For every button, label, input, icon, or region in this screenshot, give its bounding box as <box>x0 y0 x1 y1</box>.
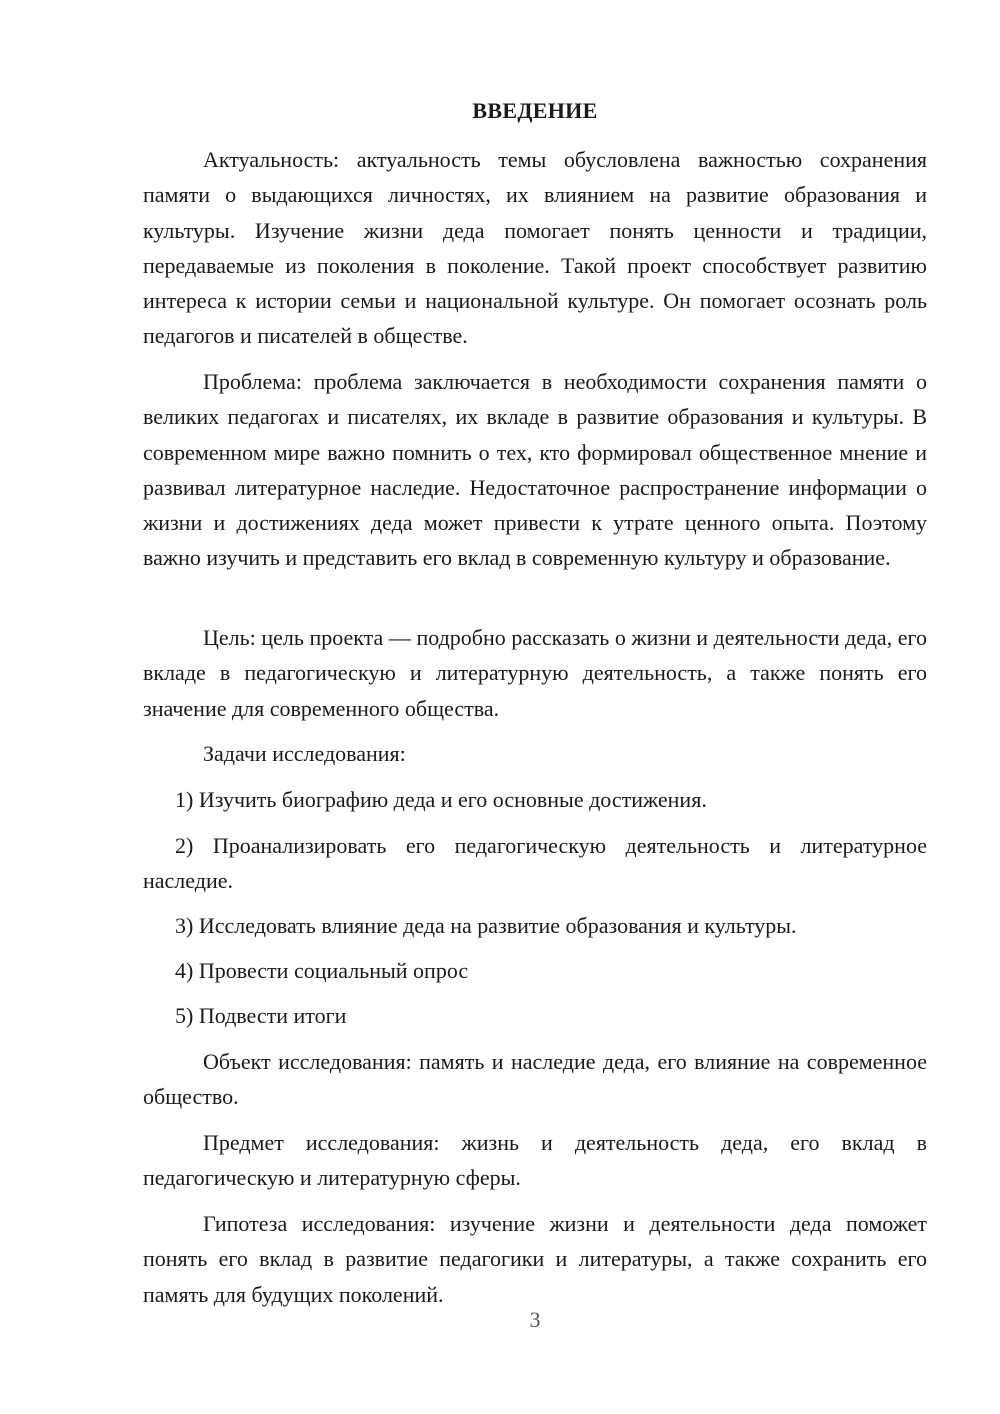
paragraph-goal: Цель: цель проекта — подробно рассказать о жизни и деятельности деда, его вкладе в педагогическую и литературную деятельность, а также понять его значение для современного общества. <box>143 625 927 721</box>
task-item: 4) Провести социальный опрос <box>175 958 469 983</box>
section-heading: ВВЕДЕНИЕ <box>472 98 598 123</box>
paragraph-subject: Предмет исследования: жизнь и деятельность деда, его вклад в педагогическую и литературную сферы. <box>143 1130 927 1191</box>
paragraph-relevance: Актуальность: актуальность темы обусловлена важностью сохранения памяти о выдающихся личностях, их влиянием на развитие образования и культуры. Изучение жизни деда помогает понять ценности и традиции, передаваемые из поколения в поколение. Такой проект способствует развитию интереса к истории семьи и национальной культуре. Он помогает осознать роль педагогов и писателей в обществе. <box>143 147 927 349</box>
paragraph-problem: Проблема: проблема заключается в необходимости сохранения памяти о великих педагогах и писателях, их вкладе в развитие образования и культуры. В современном мире важно помнить о тех, кто формировал общественное мнение и развивал литературное наследие. Недостаточное распространение информации о жизни и достижениях деда может привести к утрате ценного опыта. Поэтому важно изучить и представить его вклад в современную культуру и образование. <box>143 369 927 571</box>
task-item: 5) Подвести итоги <box>175 1003 347 1028</box>
paragraph-object: Объект исследования: память и наследие деда, его влияние на современное общество. <box>143 1049 927 1110</box>
tasks-label: Задачи исследования: <box>203 741 406 766</box>
paragraph-hypothesis: Гипотеза исследования: изучение жизни и деятельности деда поможет понять его вклад в развитие педагогики и литературы, а также сохранить его память для будущих поколений. <box>143 1211 927 1307</box>
document-page <box>143 0 927 1414</box>
task-item: 2) Проанализировать его педагогическую деятельность и литературное наследие. <box>143 833 927 894</box>
page-number: 3 <box>529 1307 541 1332</box>
task-item: 1) Изучить биографию деда и его основные достижения. <box>175 787 707 812</box>
task-item: 3) Исследовать влияние деда на развитие образования и культуры. <box>175 913 797 938</box>
